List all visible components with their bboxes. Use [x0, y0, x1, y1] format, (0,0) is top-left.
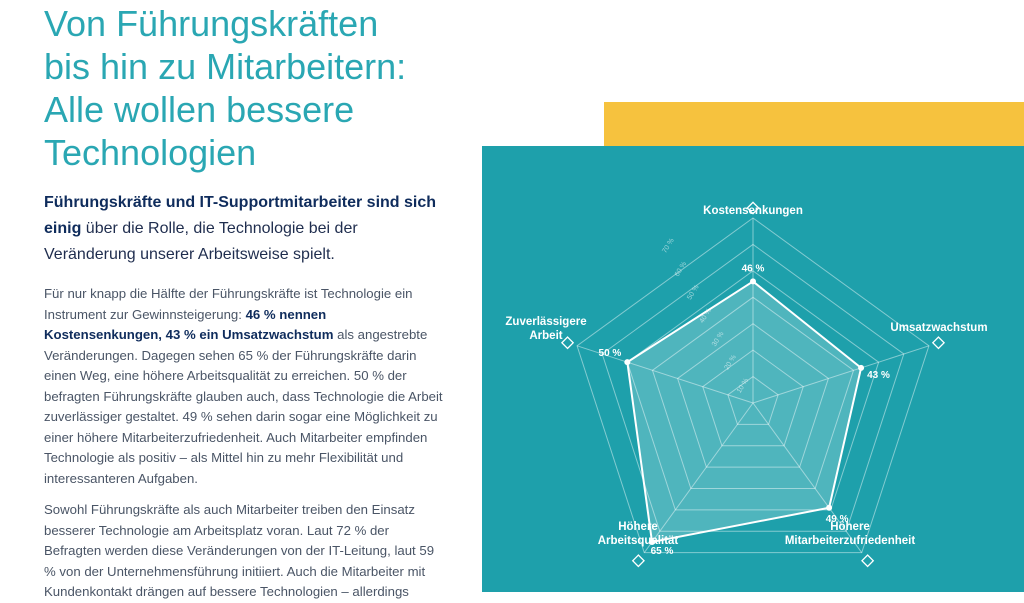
- value-label: 50 %: [598, 348, 622, 360]
- data-point: [750, 278, 756, 284]
- headline: [44, 2, 464, 174]
- axis-marker-icon: [862, 555, 873, 566]
- value-label: 49 %: [825, 513, 849, 525]
- value-label: 43 %: [867, 369, 890, 381]
- p1-post: als angestrebte Veränderungen. Dagegen sehen 65 % der Führungskräfte darin einen Weg, eine höhere Arbeitsqualität zu erreichen. 50 % der befragten Führungskräfte glauben auch, dass Technologie die Arbeit zuverlässiger gestaltet. 49 % sehen darin sogar eine Möglichkeit zu einer höhere Mitarbeiterzufriedenheit. Auch Mitarbeiter empfinden Technologie als positiv – als Mittel hin zu mehr Flexibilität und interessanteren Aufgaben.: [44, 327, 443, 486]
- ring-tick-label: 70 %: [661, 237, 676, 255]
- axis-marker-icon: [633, 555, 644, 566]
- body-paragraph-1: [44, 284, 444, 489]
- data-point: [624, 359, 630, 365]
- lead-bold: Führungskräfte und IT-Supportmitarbeiter sind sich einig: [44, 194, 437, 237]
- axis-marker-icon: [562, 337, 573, 348]
- headline-line: Alle wollen bessere: [44, 89, 355, 130]
- ring-tick-label: 50 %: [686, 283, 701, 302]
- ring-tick-label: 60 %: [673, 260, 689, 278]
- radar-chart: [482, 146, 1024, 592]
- chart-panel: [482, 146, 1024, 592]
- axis-label: Arbeitsqualität: [597, 535, 679, 547]
- axis-label: Arbeit: [529, 330, 563, 342]
- accent-bar: [604, 102, 1024, 147]
- axis-label: Höhere: [618, 521, 658, 533]
- data-point: [858, 365, 864, 371]
- headline-line: bis hin zu Mitarbeitern:: [44, 46, 407, 87]
- p1-bold: 46 % nennen Kostensenkungen, 43 % ein Umsatzwachstum: [44, 306, 334, 342]
- headline-line: Von Führungskräften: [44, 3, 379, 44]
- axis-label: Kostensenkungen: [703, 205, 803, 217]
- axis-label: Höhere: [830, 521, 870, 533]
- lead-paragraph: [44, 190, 444, 268]
- value-label: 65 %: [650, 545, 674, 557]
- value-label: 46 %: [741, 263, 765, 275]
- axis-label: Mitarbeiterzufriedenheit: [784, 535, 916, 547]
- headline-line: Technologien: [44, 132, 257, 173]
- axis-label: Zuverlässigere: [505, 316, 587, 328]
- data-area: [627, 281, 861, 542]
- body-paragraph-2: Sowohl Führungskräfte als auch Mitarbeiter treiben den Einsatz besserer Technologie am Arbeitsplatz voran. Laut 72 % der Befragten werden diese Veränderungen von der IT-Leitung, laut 59 % von der Unternehmensführung initiiert. Auch die Mitarbeiter mit Kundenkontakt drängen auf bessere Technologien – allerdings: [44, 502, 435, 599]
- p1-pre: Für nur knapp die Hälfte der Führungskräfte ist Technologie ein Instrument zur Gewinnsteigerung:: [44, 286, 413, 322]
- axis-label: Umsatzwachstum: [890, 322, 988, 334]
- data-point: [826, 505, 832, 511]
- lead-rest: über die Rolle, die Technologie bei der Veränderung unserer Arbeitsweise spielt.: [44, 220, 358, 263]
- axis-marker-icon: [933, 337, 944, 348]
